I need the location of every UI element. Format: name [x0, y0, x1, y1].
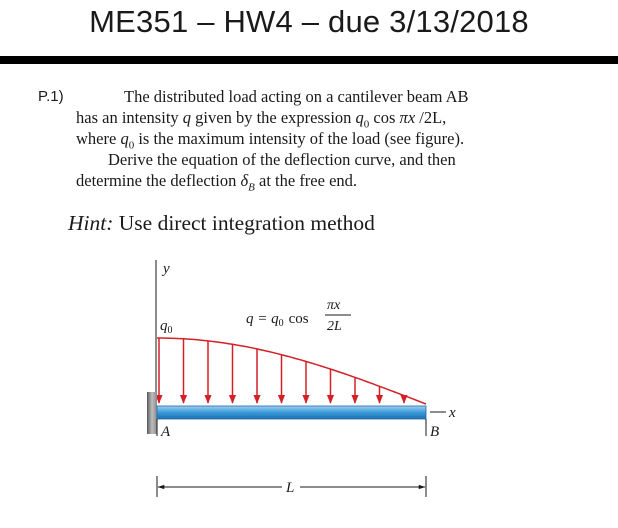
line2-q0-sub: 0: [363, 118, 370, 131]
x-axis-label: x: [449, 405, 456, 421]
line3-q0: q: [120, 129, 129, 148]
line2-tail: /2L,: [415, 108, 447, 127]
line5-prefix: determine the deflection: [76, 171, 241, 190]
problem-line-4: Derive the equation of the deflection curve, and then: [108, 150, 456, 169]
point-a-label: A: [161, 424, 171, 440]
line2-cos: cos: [369, 108, 400, 127]
length-label: L: [286, 480, 295, 496]
line3-tail: is the maximum intensity of the load (see figure).: [134, 129, 465, 148]
load-curve: [157, 338, 426, 404]
hint-label: Hint:: [68, 211, 114, 235]
line2-q: q: [182, 108, 192, 127]
line2-arg: πx: [399, 108, 416, 127]
problem-label: P.1): [38, 88, 64, 105]
equation-lhs-text: q = q: [246, 311, 279, 327]
line5-delta-sub: B: [248, 181, 255, 194]
equation-cos: cos: [288, 311, 309, 327]
problem-line-1: The distributed load acting on a cantilever beam AB: [124, 87, 469, 106]
line5-tail: at the free end.: [254, 171, 358, 190]
equation-lhs: [246, 311, 309, 329]
equation-denominator: 2L: [327, 319, 342, 334]
hint-body: Use direct integration method: [113, 211, 375, 235]
y-axis-label: y: [163, 261, 170, 277]
fixed-support-wall: [147, 392, 157, 434]
line3-prefix: where: [76, 129, 121, 148]
q0-label-sub: 0: [167, 325, 173, 336]
point-b-label: B: [430, 424, 440, 440]
equation-lhs-sub: 0: [278, 318, 284, 329]
cantilever-beam: [157, 406, 426, 419]
line2-q0: q: [355, 108, 364, 127]
load-arrows: [159, 338, 404, 403]
line2-mid: given by the expression: [191, 108, 356, 127]
q0-label-q: q: [160, 318, 168, 334]
q0-label: [160, 318, 173, 336]
equation-numerator: πx: [327, 298, 341, 313]
load-equation: [246, 298, 351, 334]
line5-delta: δ: [240, 171, 249, 190]
line3-q0-sub: 0: [128, 139, 135, 152]
page-title: ME351 – HW4 – due 3/13/2018: [89, 4, 529, 39]
line2-prefix: has an intensity: [76, 108, 183, 127]
